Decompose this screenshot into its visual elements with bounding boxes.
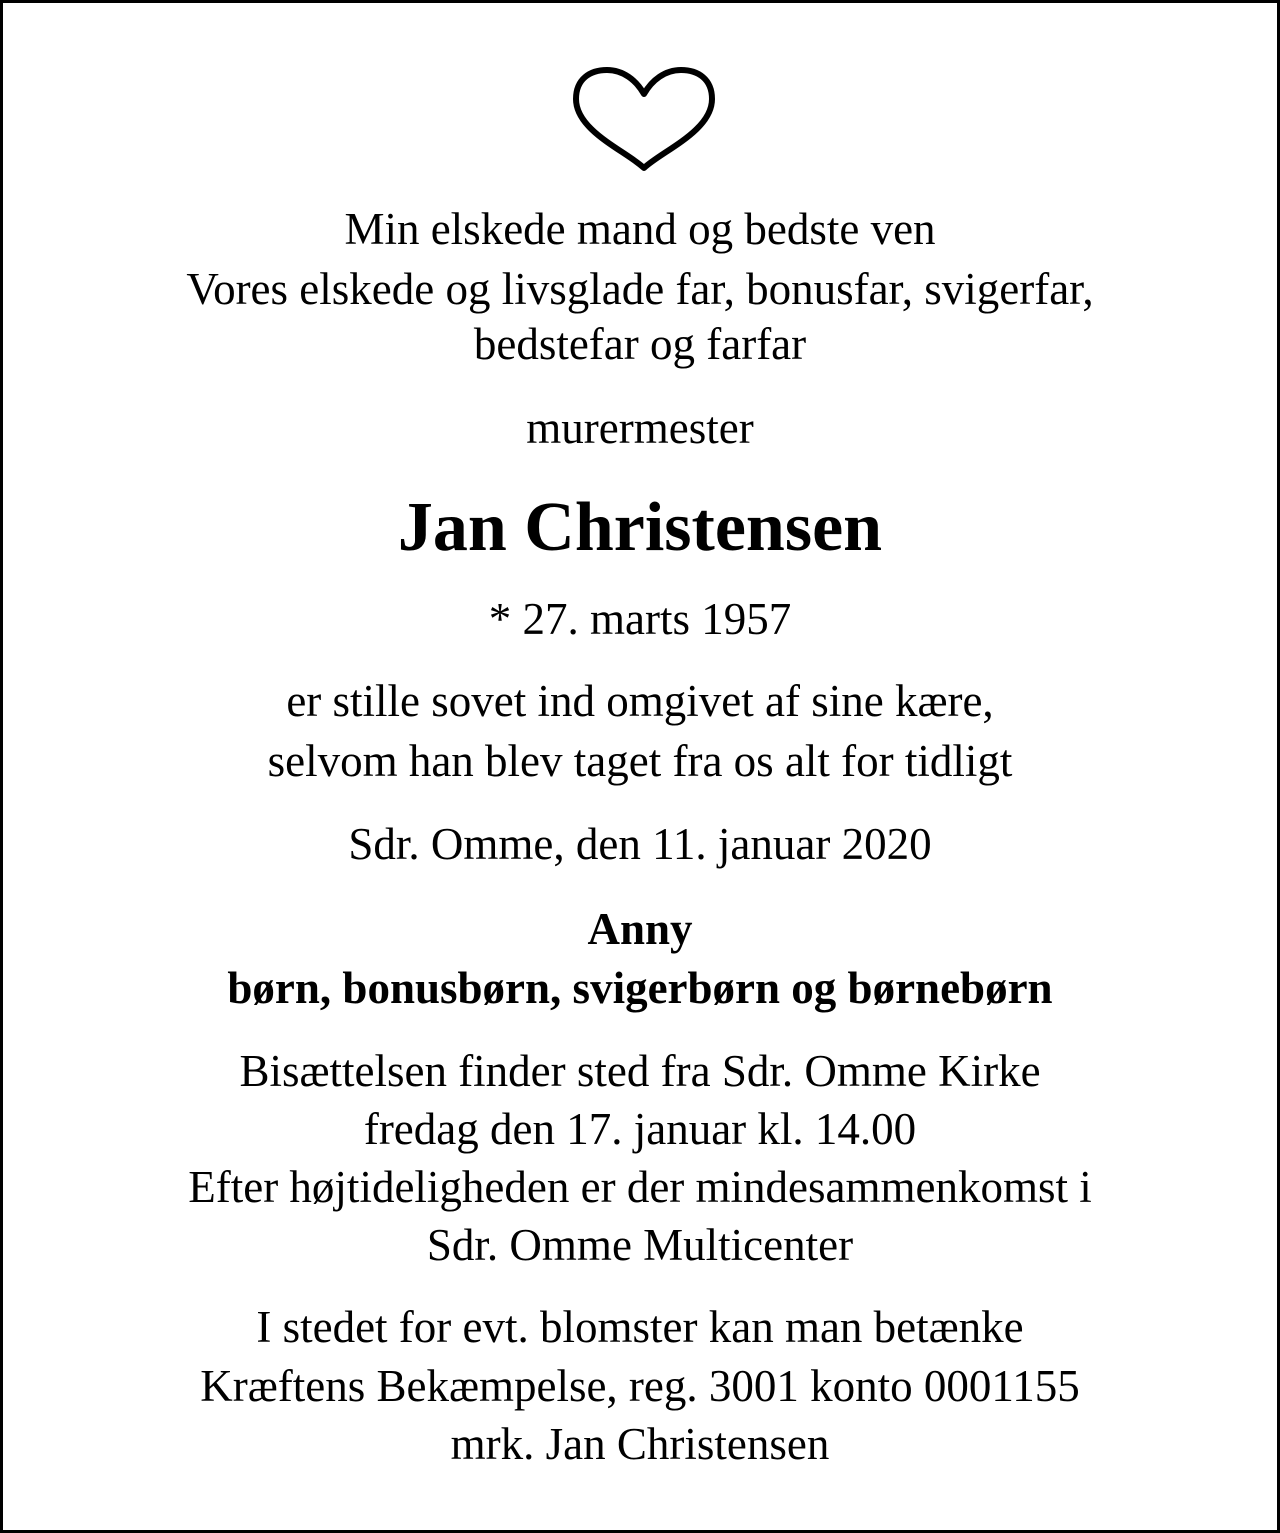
donation-info: Kræftens Bekæmpelse, reg. 3001 konto 0001155 xyxy=(200,1361,1080,1411)
donation-info: I stedet for evt. blomster kan man betænke xyxy=(256,1302,1024,1352)
funeral-info: Sdr. Omme Multicenter xyxy=(426,1220,854,1270)
deceased-name: Jan Christensen xyxy=(397,489,883,566)
family-relatives: børn, bonusbørn, svigerbørn og børnebørn xyxy=(227,963,1053,1013)
passing-text: er stille sovet ind omgivet af sine kære, xyxy=(286,676,994,726)
heart-icon xyxy=(568,65,720,175)
funeral-info: Bisættelsen finder sted fra Sdr. Omme Kirke xyxy=(239,1046,1041,1096)
passing-text: selvom han blev taget fra os alt for tidligt xyxy=(267,736,1013,786)
intro-line: Min elskede mand og bedste ven xyxy=(344,204,936,254)
funeral-info: fredag den 17. januar kl. 14.00 xyxy=(363,1104,917,1154)
funeral-info: Efter højtideligheden er der mindesammenkomst i xyxy=(188,1162,1092,1212)
intro-line: Vores elskede og livsglade far, bonusfar, svigerfar, xyxy=(186,264,1094,314)
occupation-title: murermester xyxy=(526,403,754,453)
intro-line: bedstefar og farfar xyxy=(473,319,807,369)
donation-info: mrk. Jan Christensen xyxy=(450,1419,830,1469)
place-date: Sdr. Omme, den 11. januar 2020 xyxy=(348,819,932,869)
birth-date: * 27. marts 1957 xyxy=(488,594,792,644)
family-spouse: Anny xyxy=(587,904,693,954)
